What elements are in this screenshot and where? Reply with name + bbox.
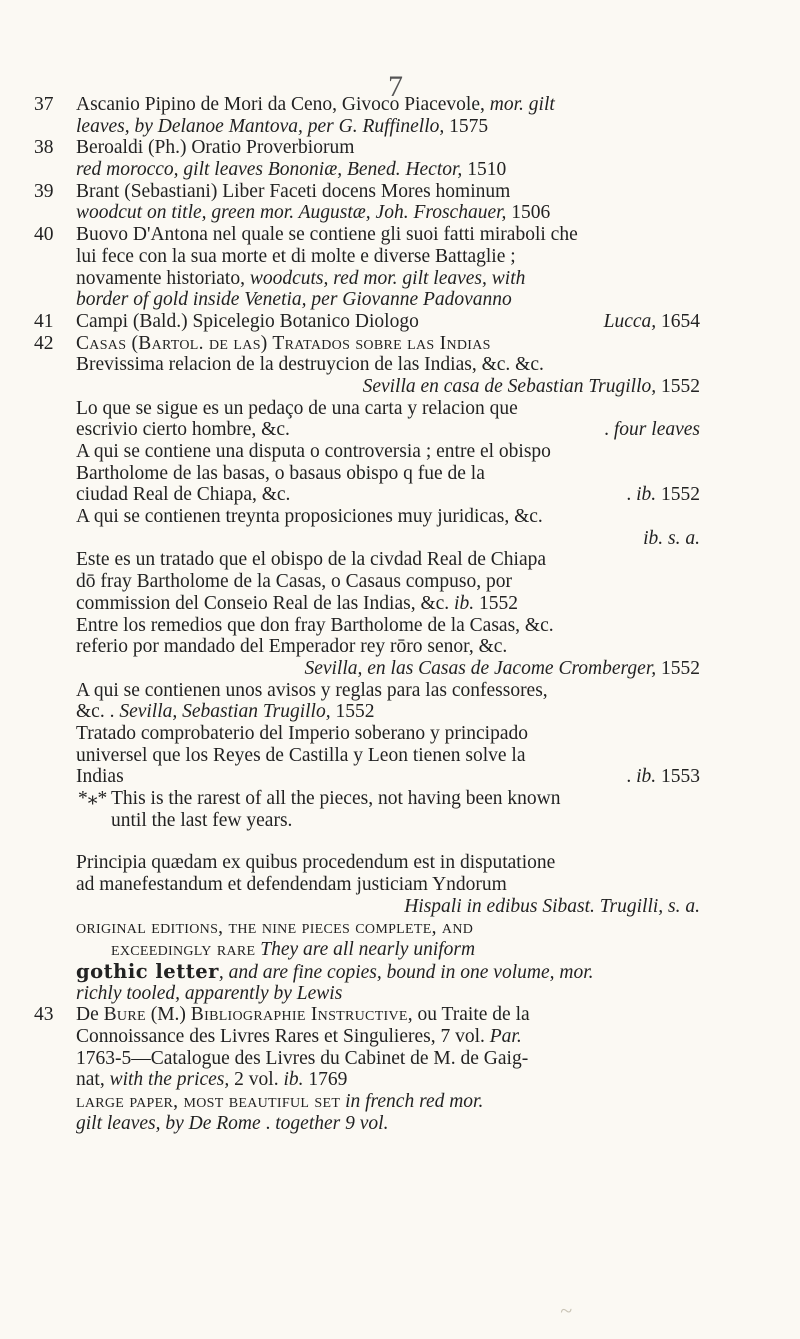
text-line: [34, 506, 734, 528]
text-run: four leaves: [613, 419, 700, 441]
text-run: 1552: [656, 484, 700, 506]
text-run: with the prices,: [109, 1069, 230, 1091]
text-run: &c. .: [76, 701, 120, 723]
line-text: [76, 701, 374, 723]
line-text: [76, 1069, 347, 1091]
text-line: [34, 224, 734, 246]
text-line: [34, 376, 734, 398]
text-line: [34, 116, 734, 138]
text-run: This is the rarest of all the pieces, not having been known: [111, 788, 561, 809]
line-text: [76, 593, 518, 615]
text-run: .: [604, 419, 614, 441]
text-line: [34, 1004, 734, 1026]
text-line: [34, 615, 734, 637]
text-run: ciudad Real de Chiapa, &c.: [76, 484, 291, 506]
text-run: ad manefestandum et defendendam justiciam Yndorum: [76, 874, 507, 896]
text-line: [34, 333, 734, 355]
text-run: 1552: [330, 701, 375, 723]
imprint: [643, 528, 700, 550]
line-text: [76, 116, 488, 138]
text-run: escrivio cierto hombre, &c.: [76, 419, 290, 441]
text-run: Este es un tratado que el obispo de la civdad Real de Chiapa: [76, 549, 547, 571]
text-run: 2 vol.: [229, 1069, 284, 1091]
line-text: [76, 94, 555, 116]
text-run: large paper, most beautiful set: [76, 1090, 341, 1112]
line-text: [76, 246, 516, 268]
text-run: universel que los Reyes de Castilla y Leon tienen solve la: [76, 744, 526, 766]
spacer: [34, 831, 734, 852]
text-line: [34, 593, 734, 615]
text-line: [34, 874, 734, 896]
text-run: nat,: [76, 1069, 110, 1091]
line-text: [76, 463, 485, 485]
line-text: [76, 333, 491, 355]
text-run: 1552: [656, 375, 700, 397]
text-line: [34, 137, 734, 159]
line-text: [76, 224, 578, 246]
text-run: ib.: [283, 1069, 304, 1091]
text-line: [34, 680, 734, 702]
text-run: Bartholome de las basas, o basaus obispo q fue de la: [76, 462, 485, 484]
text-run: Bononiæ, Bened. Hector,: [267, 159, 463, 181]
text-line: [34, 896, 734, 918]
text-line: [34, 571, 734, 593]
imprint: [604, 419, 700, 441]
line-text: [76, 571, 512, 593]
text-run: border of gold inside Venetia, per Giovanne Padovanno: [76, 289, 512, 311]
line-text: [76, 766, 124, 788]
imprint: [404, 896, 700, 918]
page-number: 7: [388, 70, 403, 103]
entry-number: 41: [34, 310, 54, 332]
text-run: 1575: [444, 115, 489, 137]
line-text: [76, 159, 506, 181]
line-text: [76, 615, 554, 637]
text-run: gilt leaves, by De Rome: [76, 1112, 261, 1134]
line-text: [76, 852, 555, 874]
imprint: [626, 766, 700, 788]
text-line: [34, 961, 734, 983]
text-line: [34, 398, 734, 420]
text-run: A qui se contienen treynta proposiciones muy juridicas, &c.: [76, 506, 543, 528]
text-run: , and are fine copies, bound in one volume, mor.: [218, 961, 594, 983]
text-line: [34, 636, 734, 658]
text-run: .: [626, 766, 637, 788]
text-line: [34, 441, 734, 463]
line-text: [76, 311, 419, 333]
text-run: Beroaldi (Ph.) Oratio Proverbiorum: [76, 137, 355, 159]
text-run: 1552: [474, 592, 518, 614]
text-line: [34, 94, 734, 116]
entry-number: 38: [34, 137, 54, 159]
text-line: [34, 159, 734, 181]
text-run: Sevilla, en las Casas de Jacome Cromberger,: [304, 657, 657, 679]
text-line: [34, 723, 734, 745]
text-run: Sevilla, Sebastian Trugillo,: [119, 701, 331, 723]
line-text: [76, 137, 354, 159]
text-line: [34, 202, 734, 224]
text-run: 1553: [656, 766, 700, 788]
text-run: gothic letter: [76, 959, 219, 983]
entry-number: 37: [34, 94, 54, 115]
line-text: [76, 1048, 528, 1070]
text-line: [34, 181, 734, 203]
text-run: Lucca,: [603, 310, 657, 332]
text-run: Sevilla en casa de Sebastian Trugillo,: [362, 375, 657, 397]
text-run: A qui se contienen unos avisos y reglas para las confessores,: [76, 679, 548, 701]
text-run: together 9 vol.: [275, 1112, 389, 1134]
line-text: [76, 268, 525, 290]
text-run: richly tooled, apparently by Lewis: [76, 982, 343, 1004]
text-run: Hispali in edibus Sibast. Trugilli, s. a.: [404, 895, 700, 917]
line-text: [76, 723, 528, 745]
line-text: [76, 419, 290, 441]
text-line: [34, 766, 734, 788]
text-line: [34, 658, 734, 680]
text-run: Mantova, per G. Ruffinello,: [228, 115, 445, 137]
text-line: [34, 268, 734, 290]
text-line: [34, 745, 734, 767]
text-line: [34, 289, 734, 311]
text-line: [34, 917, 734, 939]
line-text: [76, 289, 512, 311]
text-run: mor. gilt: [489, 94, 555, 115]
line-text: [76, 549, 546, 571]
text-run: 1654: [656, 310, 700, 332]
line-text: [76, 745, 525, 767]
line-text: [76, 398, 518, 420]
text-run: Bure: [103, 1004, 146, 1026]
entry-number: 40: [34, 224, 54, 246]
text-run: 1552: [656, 657, 700, 679]
text-run: .: [260, 1112, 276, 1134]
text-run: Casas (Bartol. de las) Tratados sobre las Indias: [76, 332, 491, 354]
text-run: novamente historiato,: [76, 267, 250, 289]
text-line: [34, 484, 734, 506]
text-run: Entre los remedios que don fray Bartholome de la Casas, &c.: [76, 614, 554, 636]
text-run: exceedingly rare: [111, 939, 256, 961]
line-text: [76, 181, 510, 203]
imprint: [626, 484, 700, 506]
text-line: [34, 1048, 734, 1070]
text-line: [34, 549, 734, 571]
line-text: [76, 1113, 388, 1135]
text-run: Par.: [489, 1025, 522, 1047]
text-run: woodcut on title, green mor. Augustæ, Joh. Froschauer,: [76, 202, 507, 224]
text-run: woodcuts, red mor. gilt leaves, with: [249, 267, 526, 289]
text-line: [34, 311, 734, 333]
text-line: [34, 463, 734, 485]
line-text: [76, 983, 342, 1005]
text-run: Brevissima relacion de la destruycion de las Indias, &c. &c.: [76, 354, 544, 376]
text-run: Lo que se sigue es un pedaço de una carta y relacion que: [76, 397, 518, 419]
text-line: [34, 1026, 734, 1048]
text-line: [34, 246, 734, 268]
line-text: [76, 636, 507, 658]
text-run: 1763-5—Catalogue des Livres du Cabinet de M. de Gaig-: [76, 1047, 529, 1069]
text-run: original editions, the nine pieces complete, and: [76, 917, 474, 939]
imprint: [604, 311, 700, 333]
text-run: Bibliographie Instructive: [190, 1004, 408, 1026]
text-line: [34, 1113, 734, 1135]
line-text: [76, 917, 473, 939]
text-line: [34, 354, 734, 376]
text-run: , ou Traite de la: [407, 1004, 530, 1026]
line-text: [76, 1026, 522, 1048]
text-line: [34, 939, 734, 961]
text-run: ib.: [636, 766, 657, 788]
text-line: [34, 1091, 734, 1113]
line-text: [76, 506, 543, 528]
text-run: De: [76, 1004, 104, 1026]
line-text: [76, 1091, 483, 1113]
text-line: [34, 701, 734, 723]
text-line: [34, 788, 734, 810]
text-run: 1769: [303, 1069, 348, 1091]
line-text: [76, 354, 544, 376]
text-run: in french red mor.: [345, 1090, 484, 1112]
line-text: [111, 810, 292, 832]
text-run: commission del Conseio Real de las Indias, &c.: [76, 592, 455, 614]
imprint: [363, 376, 700, 398]
text-run: 1510: [462, 159, 507, 181]
text-line: [34, 852, 734, 874]
text-run: Tratado comprobaterio del Imperio soberano y principado: [76, 722, 528, 744]
text-run: They are all nearly uniform: [260, 939, 476, 961]
line-text: [76, 874, 507, 896]
line-text: [76, 680, 548, 702]
entry-number: 39: [34, 180, 54, 202]
text-line: [34, 528, 734, 550]
text-line: [34, 810, 734, 832]
line-text: [76, 202, 550, 224]
text-run: leaves, by Delanoe: [76, 115, 224, 137]
text-run: Campi (Bald.) Spicelegio Botanico Diologo: [76, 310, 419, 332]
text-run: ib. s. a.: [643, 527, 700, 549]
text-run: Connoissance des Livres Rares et Singulieres, 7 vol.: [76, 1025, 490, 1047]
text-line: [34, 419, 734, 441]
bleed-through-mark: ~: [560, 1298, 572, 1323]
line-text: [76, 961, 594, 984]
text-line: [34, 983, 734, 1005]
line-text: [76, 484, 290, 506]
text-run: red morocco, gilt leaves: [76, 159, 264, 181]
text-run: .: [626, 484, 637, 506]
text-run: ib.: [454, 592, 475, 614]
imprint: [304, 658, 700, 680]
line-text: [76, 441, 551, 463]
text-run: A qui se contiene una disputa o controversia ; entre el obispo: [76, 441, 551, 462]
catalogue-entries: [34, 94, 734, 1134]
entry-number: 42: [34, 332, 54, 354]
line-text: [111, 788, 560, 810]
text-run: Indias: [76, 766, 124, 788]
text-run: lui fece con la sua morte et di molte e diverse Battaglie ;: [76, 245, 516, 267]
text-run: (M.): [145, 1004, 191, 1026]
note-mark: *⁎*: [78, 788, 108, 809]
line-text: [76, 1004, 530, 1026]
text-run: referio por mandado del Emperador rey rōro senor, &c.: [76, 636, 508, 658]
text-run: Principia quædam ex quibus procedendum est in disputatione: [76, 852, 556, 874]
text-run: dō fray Bartholome de la Casas, o Casaus compuso, por: [76, 571, 512, 593]
line-text: [111, 939, 475, 961]
entry-number: 43: [34, 1004, 54, 1026]
text-run: until the last few years.: [111, 809, 293, 831]
text-run: Ascanio Pipino de Mori da Ceno, Givoco Piacevole,: [76, 94, 490, 115]
text-run: ib.: [636, 484, 657, 506]
text-run: Brant (Sebastiani) Liber Faceti docens Mores hominum: [76, 180, 511, 202]
text-line: [34, 1069, 734, 1091]
text-run: 1506: [506, 202, 551, 224]
text-run: Buovo D'Antona nel quale se contiene gli suoi fatti miraboli che: [76, 224, 578, 246]
